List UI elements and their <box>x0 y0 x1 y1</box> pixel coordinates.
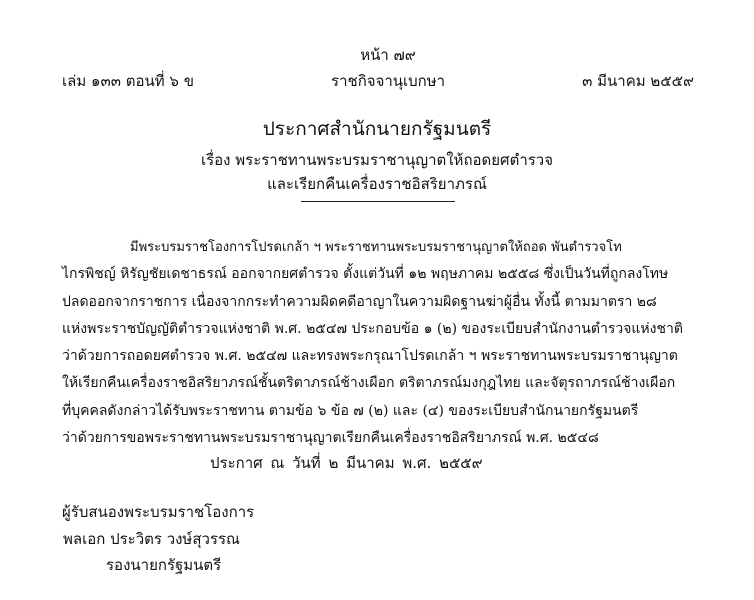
subject-line: และเรียกคืนเครื่องราชอิสริยาภรณ์ <box>267 175 487 193</box>
announcement-subject <box>0 148 754 196</box>
subject-line: เรื่อง พระราชทานพระบรมราชานุญาตให้ถอดยศตำรวจ <box>200 151 554 169</box>
body-line: ไกรพิชญ์ หิรัญชัยเดชาธรณ์ ออกจากยศตำรวจ ตั้งแต่วันที่ ๑๒ พฤษภาคม ๒๕๕๘ ซึ่งเป็นวันที่ถูกลงโทษ <box>62 266 669 283</box>
announcement-body <box>62 234 694 452</box>
signer-position: รองนายกรัฐมนตรี <box>106 556 222 574</box>
announcement-date: ประกาศ ณ วันที่ ๒ มีนาคม พ.ศ. ๒๕๕๙ <box>210 454 483 472</box>
body-line: แห่งพระราชบัญญัติตำรวจแห่งชาติ พ.ศ. ๒๕๔๗ ประกอบข้อ ๑ (๒) ของระเบียบสำนักงานตำรวจแห่งชาติ <box>62 320 683 337</box>
signer-name: พลเอก ประวิตร วงษ์สุวรรณ <box>63 530 240 548</box>
body-line: ปลดออกจากราชการ เนื่องจากกระทำความผิดคดีอาญาในความผิดฐานฆ่าผู้อื่น ทั้งนี้ ตามมาตรา ๒๘ <box>62 293 657 310</box>
body-line: ให้เรียกคืนเครื่องราชอิสริยาภรณ์ชั้นตริตาภรณ์ช้างเผือก ตริตาภรณ์มงกุฎไทย และจัตุรถาภรณ์ช้างเผือก <box>62 375 676 392</box>
body-line: ว่าด้วยการขอพระราชทานพระบรมราชานุญาตเรียกคืนเครื่องราชอิสริยาภรณ์ พ.ศ. ๒๕๔๘ <box>62 430 599 447</box>
publication-name: ราชกิจจานุเบกษา <box>331 72 446 90</box>
title-divider <box>301 201 455 202</box>
announcement-title: ประกาศสำนักนายกรัฐมนตรี <box>262 118 492 140</box>
volume-issue: เล่ม ๑๓๓ ตอนที่ ๖ ข <box>62 72 194 90</box>
publication-date: ๓ มีนาคม ๒๕๕๙ <box>582 72 694 90</box>
gazette-header <box>62 69 694 93</box>
page-number: หน้า ๗๙ <box>360 46 416 64</box>
countersign-label: ผู้รับสนองพระบรมราชโองการ <box>62 503 255 521</box>
body-line: ว่าด้วยการถอดยศตำรวจ พ.ศ. ๒๕๔๗ และทรงพระกรุณาโปรดเกล้า ฯ พระราชทานพระบรมราชานุญาต <box>62 348 678 365</box>
body-line: ที่บุคคลดังกล่าวได้รับพระราชทาน ตามข้อ ๖ ข้อ ๗ (๒) และ (๔) ของระเบียบสำนักนายกรัฐมนตรี <box>62 402 639 419</box>
body-line: มีพระบรมราชโองการโปรดเกล้า ฯ พระราชทานพระบรมราชานุญาตให้ถอด พันตำรวจโท <box>130 240 622 255</box>
